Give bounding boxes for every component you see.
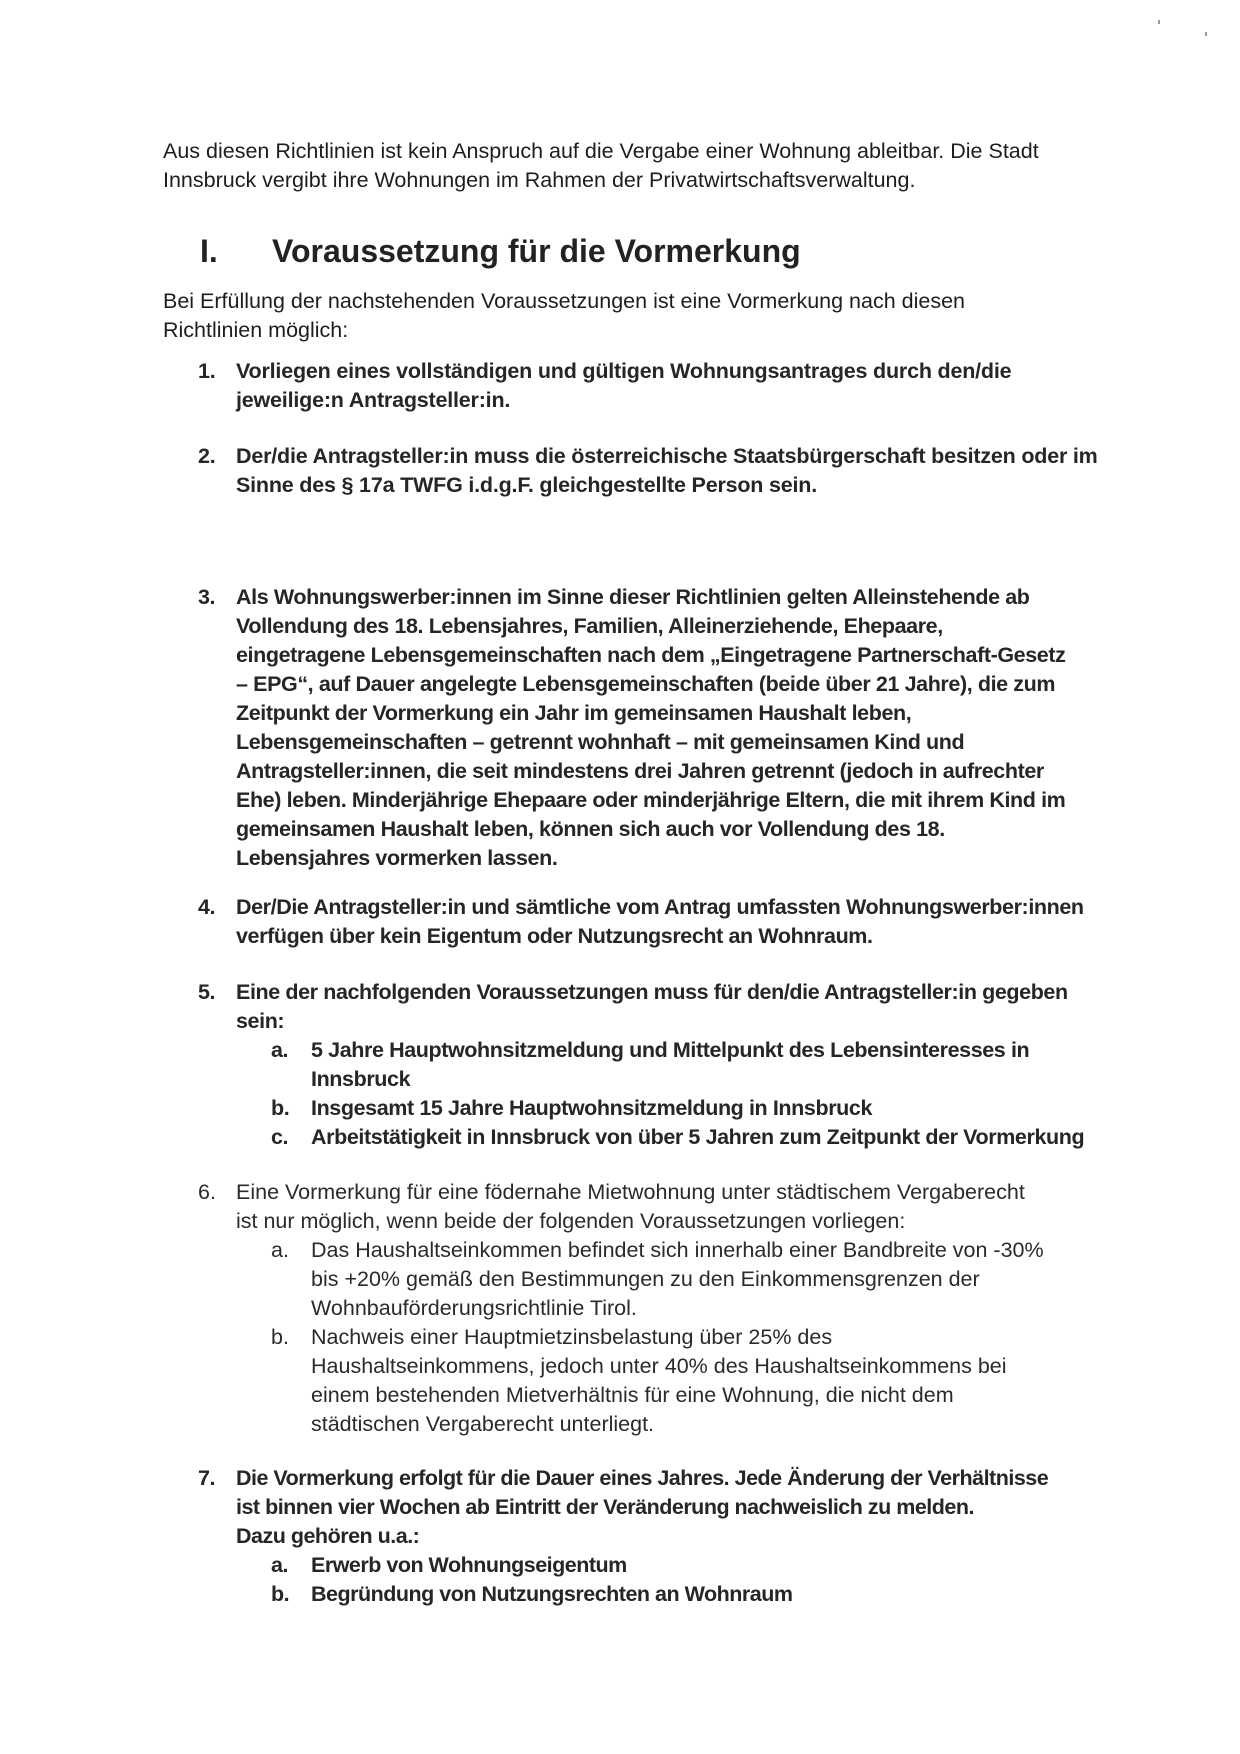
intro-line: Aus diesen Richtlinien ist kein Anspruch auf die Vergabe einer Wohnung ableitbar. Die Stadt — [163, 139, 1039, 163]
list-item-5 — [198, 978, 1128, 1152]
list-item-line: Der/die Antragsteller:in muss die österreichische Staatsbürgerschaft besitzen oder im — [236, 444, 1098, 468]
section-heading — [200, 231, 1100, 271]
list-item-text — [236, 978, 1128, 1036]
list-item-6 — [198, 1178, 1128, 1439]
list-item-line: Die Vormerkung erfolgt für die Dauer eines Jahres. Jede Änderung der Verhältnisse — [236, 1466, 1049, 1490]
sub-item-label: b. — [271, 1582, 290, 1606]
list-item-text — [236, 357, 1128, 415]
section-number: I. — [200, 233, 218, 269]
list-item-line: Lebensgemeinschaften – getrennt wohnhaft – mit gemeinsamen Kind und — [236, 730, 965, 754]
list-item-line: Lebensjahres vormerken lassen. — [236, 846, 558, 870]
sub-item-line: Wohnbauförderungsrichtlinie Tirol. — [311, 1296, 637, 1320]
sub-item-label: b. — [271, 1096, 290, 1120]
sub-item-line: 5 Jahre Hauptwohnsitzmeldung und Mittelpunkt des Lebensinteresses in — [311, 1038, 1030, 1062]
lead-line: Bei Erfüllung der nachstehenden Voraussetzungen ist eine Vormerkung nach diesen — [163, 289, 966, 313]
sub-item-6a — [271, 1236, 1128, 1323]
list-item-number: 3. — [198, 585, 216, 609]
list-item-number: 6. — [198, 1180, 216, 1204]
sub-item-line: einem bestehenden Mietverhältnis für eine Wohnung, die nicht dem — [311, 1383, 954, 1407]
sub-item-line: Das Haushaltseinkommen befindet sich innerhalb einer Bandbreite von -30% — [311, 1238, 1044, 1262]
sub-item-5b — [271, 1094, 1128, 1123]
list-item-line: Zeitpunkt der Vormerkung ein Jahr im gemeinsamen Haushalt leben, — [236, 701, 912, 725]
scan-speck — [1158, 20, 1160, 24]
sub-item-label: a. — [271, 1238, 289, 1262]
list-item-text — [236, 1464, 1128, 1551]
list-item-line: Ehe) leben. Minderjährige Ehepaare oder minderjährige Eltern, die mit ihrem Kind im — [236, 788, 1066, 812]
sub-item-line: Erwerb von Wohnungseigentum — [311, 1553, 627, 1577]
list-item-line: sein: — [236, 1009, 285, 1033]
sub-item-line: Insgesamt 15 Jahre Hauptwohnsitzmeldung in Innsbruck — [311, 1096, 873, 1120]
list-item-text — [236, 583, 1128, 873]
list-item-line: Als Wohnungswerber:innen im Sinne dieser Richtlinien gelten Alleinstehende ab — [236, 585, 1030, 609]
list-item-text — [236, 442, 1128, 500]
sub-item-label: b. — [271, 1325, 289, 1349]
sub-item-label: a. — [271, 1038, 289, 1062]
list-item-line: Vollendung des 18. Lebensjahres, Familien, Alleinerziehende, Ehepaare, — [236, 614, 943, 638]
list-item-line: gemeinsamen Haushalt leben, können sich auch vor Vollendung des 18. — [236, 817, 945, 841]
list-item-line: Eine Vormerkung für eine födernahe Mietwohnung unter städtischem Vergaberecht — [236, 1180, 1025, 1204]
list-item-number: 7. — [198, 1466, 215, 1490]
list-item-2 — [198, 442, 1128, 500]
list-item-line: Sinne des § 17a TWFG i.d.g.F. gleichgestellte Person sein. — [236, 473, 818, 497]
sub-item-5c — [271, 1123, 1128, 1152]
list-item-line: ist nur möglich, wenn beide der folgenden Voraussetzungen vorliegen: — [236, 1209, 906, 1233]
list-item-number: 5. — [198, 980, 216, 1004]
section-title: Voraussetzung für die Vormerkung — [272, 233, 801, 269]
list-item-line: ist binnen vier Wochen ab Eintritt der Veränderung nachweislich zu melden. — [236, 1495, 974, 1519]
list-item-line: Eine der nachfolgenden Voraussetzungen muss für den/die Antragsteller:in gegeben — [236, 980, 1068, 1004]
list-item-text — [236, 1178, 1128, 1236]
list-item-number: 4. — [198, 895, 216, 919]
sub-item-line: Innsbruck — [311, 1067, 411, 1091]
list-item-number: 2. — [198, 444, 216, 468]
lead-line: Richtlinien möglich: — [163, 318, 349, 342]
list-item-line: Vorliegen eines vollständigen und gültigen Wohnungsantrages durch den/die — [236, 359, 1012, 383]
sub-item-line: Nachweis einer Hauptmietzinsbelastung über 25% des — [311, 1325, 833, 1349]
sub-item-6b — [271, 1323, 1128, 1439]
sub-item-line: Begründung von Nutzungsrechten an Wohnraum — [311, 1582, 793, 1606]
intro-line: Innsbruck vergibt ihre Wohnungen im Rahmen der Privatwirtschaftsverwaltung. — [163, 168, 916, 192]
list-item-7 — [198, 1464, 1128, 1609]
scan-speck — [1205, 32, 1207, 36]
list-item-number: 1. — [198, 359, 216, 383]
sub-item-line: Haushaltseinkommens, jedoch unter 40% des Haushaltseinkommens bei — [311, 1354, 1007, 1378]
sub-item-label: c. — [271, 1125, 289, 1149]
sub-item-7b — [271, 1580, 1128, 1609]
list-item-line: jeweilige:n Antragsteller:in. — [236, 388, 511, 412]
intro-paragraph — [163, 137, 1123, 195]
list-item-1 — [198, 357, 1128, 415]
sub-item-5a — [271, 1036, 1128, 1094]
list-item-line: Dazu gehören u.a.: — [236, 1524, 420, 1548]
list-item-text — [236, 893, 1128, 951]
list-item-line: Antragsteller:innen, die seit mindestens drei Jahren getrennt (jedoch in aufrechter — [236, 759, 1044, 783]
sub-item-line: Arbeitstätigkeit in Innsbruck von über 5 Jahren zum Zeitpunkt der Vormerkung — [311, 1125, 1085, 1149]
list-item-line: eingetragene Lebensgemeinschaften nach dem „Eingetragene Partnerschaft-Gesetz — [236, 643, 1066, 667]
list-item-3 — [198, 583, 1128, 873]
sub-item-7a — [271, 1551, 1128, 1580]
list-item-line: verfügen über kein Eigentum oder Nutzungsrecht an Wohnraum. — [236, 924, 873, 948]
sub-item-label: a. — [271, 1553, 288, 1577]
sub-item-line: städtischen Vergaberecht unterliegt. — [311, 1412, 655, 1436]
list-item-line: Der/Die Antragsteller:in und sämtliche vom Antrag umfassten Wohnungswerber:innen — [236, 895, 1084, 919]
list-item-4 — [198, 893, 1128, 951]
lead-paragraph — [163, 287, 1123, 345]
sub-item-line: bis +20% gemäß den Bestimmungen zu den Einkommensgrenzen der — [311, 1267, 980, 1291]
list-item-line: – EPG“, auf Dauer angelegte Lebensgemeinschaften (beide über 21 Jahre), die zum — [236, 672, 1056, 696]
